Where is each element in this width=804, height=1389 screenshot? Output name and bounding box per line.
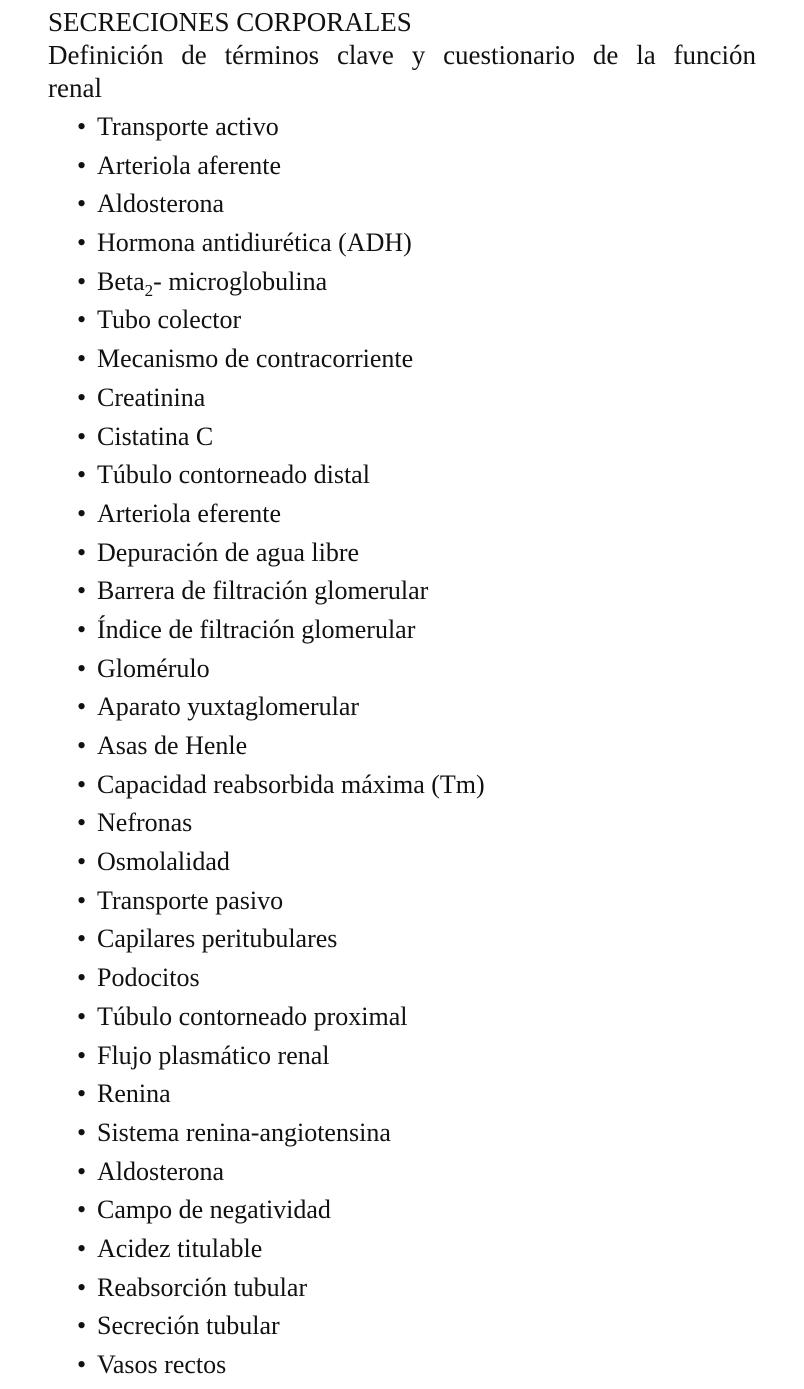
term-item: • Flujo plasmático renal: [48, 1037, 756, 1076]
term-item: • Campo de negatividad: [48, 1191, 756, 1230]
term-item: • Osmolalidad: [48, 843, 756, 882]
term-item: • Capacidad reabsorbida máxima (Tm): [48, 766, 756, 805]
term-item: • Mecanismo de contracorriente: [48, 340, 756, 379]
term-item: • Vasos rectos: [48, 1346, 756, 1385]
term-item: • Tubo colector: [48, 301, 756, 340]
term-item: • Aldosterona: [48, 185, 756, 224]
term-item: • Túbulo contorneado distal: [48, 456, 756, 495]
term-item: • Sistema renina-angiotensina: [48, 1114, 756, 1153]
term-item: • Transporte activo: [48, 108, 756, 147]
term-rest: - microglobulina: [153, 266, 328, 296]
term-item: • Índice de filtración glomerular: [48, 611, 756, 650]
term-item: • Depuración de agua libre: [48, 534, 756, 573]
term-item: • Reabsorción tubular: [48, 1269, 756, 1308]
term-item: • Túbulo contorneado proximal: [48, 998, 756, 1037]
term-item: • Nefronas: [48, 804, 756, 843]
term-item: • Acidez titulable: [48, 1230, 756, 1269]
term-item: • Capilares peritubulares: [48, 920, 756, 959]
term-item: • Cistatina C: [48, 418, 756, 457]
term-item: • Barrera de filtración glomerular: [48, 572, 756, 611]
term-subscript: 2: [144, 280, 154, 300]
term-base: Beta: [97, 266, 145, 296]
term-item: • Aldosterona: [48, 1153, 756, 1192]
term-item: • Arteriola aferente: [48, 147, 756, 186]
term-item: • Secreción tubular: [48, 1307, 756, 1346]
key-terms-list: [48, 108, 756, 1385]
term-item: • Transporte pasivo: [48, 882, 756, 921]
term-item: • Glomérulo: [48, 650, 756, 689]
document-subtitle: Definición de términos clave y cuestionario de la función renal: [48, 40, 756, 103]
document-body: [48, 6, 756, 1385]
page-title: SECRECIONES CORPORALES: [48, 7, 412, 37]
term-item: • Hormona antidiurética (ADH): [48, 224, 756, 263]
term-item: • Aparato yuxtaglomerular: [48, 688, 756, 727]
term-item: • Creatinina: [48, 379, 756, 418]
term-item: • Renina: [48, 1075, 756, 1114]
term-item: • Arteriola eferente: [48, 495, 756, 534]
term-item: • Podocitos: [48, 959, 756, 998]
term-item: • Asas de Henle: [48, 727, 756, 766]
term-item-beta2-microglobulina: [48, 263, 756, 302]
